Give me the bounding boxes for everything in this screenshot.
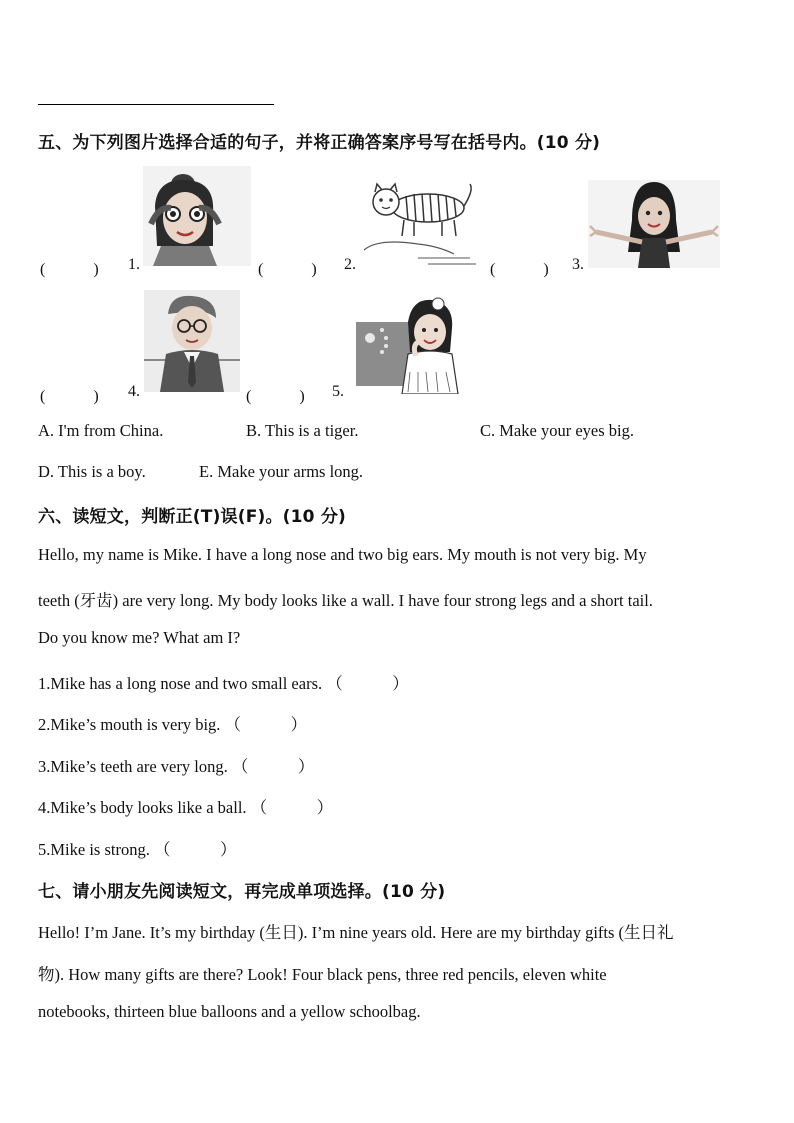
item-number-5: 5.: [332, 383, 344, 400]
option-d: D. This is a boy.: [38, 462, 146, 481]
answer-blank-2[interactable]: ( ): [258, 261, 317, 278]
section6-question-3[interactable]: 3.Mike’s teeth are very long. （ ）: [38, 757, 315, 776]
option-e: E. Make your arms long.: [199, 462, 364, 481]
item-number-2: 2.: [344, 256, 356, 273]
section6-question-1[interactable]: 1.Mike has a long nose and two small ears. （ ）: [38, 674, 409, 693]
answer-blank-4[interactable]: ( ): [40, 388, 99, 405]
section6-passage-line-1: Hello, my name is Mike. I have a long nose and two big ears. My mouth is not very big. My: [38, 545, 647, 564]
top-rule: [38, 104, 274, 105]
boy-picture: [144, 290, 240, 392]
item-number-3: 3.: [572, 256, 584, 273]
section7-passage-line-2: 物). How many gifts are there? Look! Four black pens, three red pencils, eleven white: [38, 965, 607, 984]
option-a: A. I'm from China.: [38, 421, 164, 440]
girl-flag-picture: [356, 292, 460, 394]
section6-question-4[interactable]: 4.Mike’s body looks like a ball. （ ）: [38, 798, 334, 817]
section7-passage-line-1: Hello! I’m Jane. It’s my birthday (生日). I’m nine years old. Here are my birthday gifts (生日礼: [38, 923, 674, 942]
section7-passage-line-3: notebooks, thirteen blue balloons and a yellow schoolbag.: [38, 1002, 421, 1021]
girl-eyes-picture: [143, 166, 251, 266]
item-number-4: 4.: [128, 383, 140, 400]
section6-passage-line-2: teeth (牙齿) are very long. My body looks like a wall. I have four strong legs and a short tail.: [38, 591, 653, 610]
girl-arms-picture: [588, 180, 720, 268]
section5-heading: 五、为下列图片选择合适的句子，并将正确答案序号写在括号内。(10 分): [38, 133, 601, 153]
item-number-1: 1.: [128, 256, 140, 273]
section6-question-2[interactable]: 2.Mike’s mouth is very big. （ ）: [38, 715, 308, 734]
section6-heading: 六、读短文，判断正(T)误(F)。(10 分): [38, 507, 347, 527]
section6-question-5[interactable]: 5.Mike is strong. （ ）: [38, 840, 237, 859]
tiger-picture: [358, 180, 476, 268]
answer-blank-1[interactable]: ( ): [40, 261, 99, 278]
section6-passage-line-3: Do you know me? What am I?: [38, 628, 241, 647]
option-c: C. Make your eyes big.: [480, 421, 634, 440]
option-b: B. This is a tiger.: [246, 421, 359, 440]
section7-heading: 七、请小朋友先阅读短文，再完成单项选择。(10 分): [38, 882, 446, 902]
answer-blank-3[interactable]: ( ): [490, 261, 549, 278]
answer-blank-5[interactable]: ( ): [246, 388, 305, 405]
